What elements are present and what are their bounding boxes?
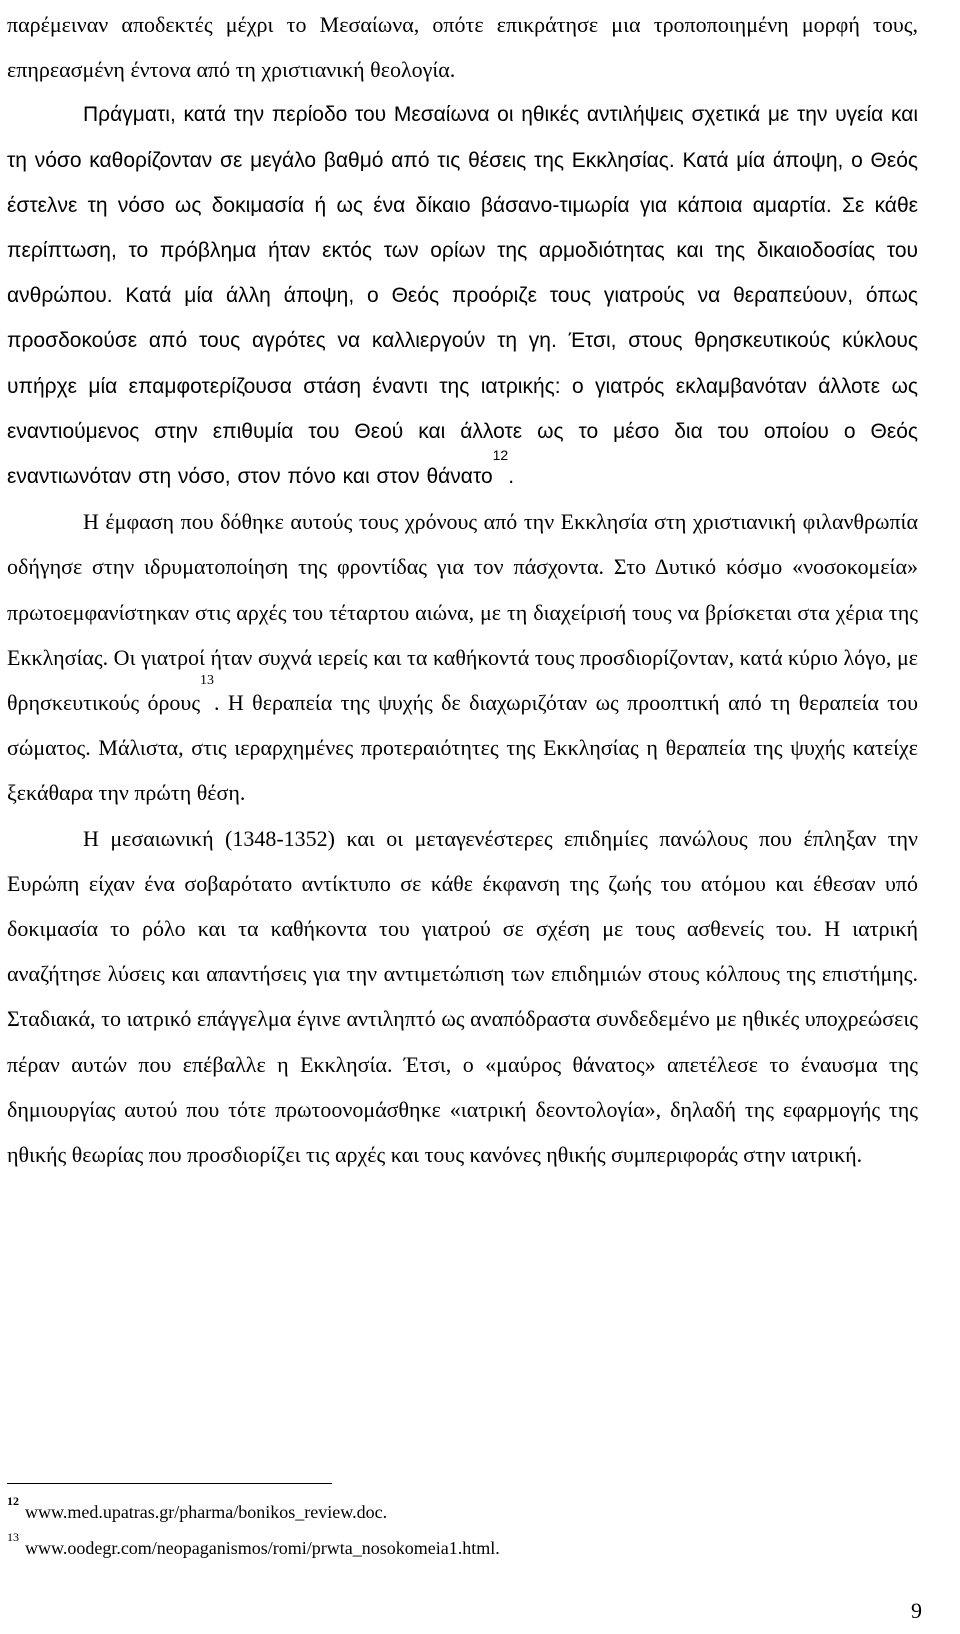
footnote-ref-12[interactable]: 12 [492, 447, 509, 464]
paragraph-1: παρέμειναν αποδεκτές μέχρι το Μεσαίωνα, οπότε επικράτησε μια τροποποιημένη μορφή τους, επηρεασμένη έντονα από τη χριστιανική θεολογία. [7, 12, 918, 83]
paragraph-2-end: . [508, 465, 515, 489]
footnotes-section [7, 1494, 918, 1566]
footnote-link-12[interactable]: www.med.upatras.gr/pharma/bonikos_review.doc. [25, 1502, 388, 1522]
footnote-number-13: 13 [7, 1530, 19, 1544]
footnote-number-12: 12 [7, 1494, 19, 1508]
page-number: 9 [911, 1598, 922, 1623]
footnote-ref-13[interactable]: 13 [200, 673, 215, 689]
paragraph-3-text-a: Η έμφαση που δόθηκε αυτούς τους χρόνους από την Εκκλησία στη χριστιανική φιλανθρωπία οδήγησε στην ιδρυματοποίηση της φροντίδας για τον πάσχοντα. Στο Δυτικό κόσμο «νοσοκομεία» πρωτοεμφανίστηκαν στις αρχές του τέταρτου αιώνα, με τη διαχείρισή τους να βρίσκεται στα χέρια της Εκκλησίας. Οι γιατροί ήταν συχνά ιερείς και τα καθήκοντά τους προσδιορίζονταν, κατά κύριο λόγο, με θρησκευτικούς όρους [7, 509, 918, 716]
footnote-12 [7, 1494, 918, 1530]
document-body [7, 2, 918, 1177]
paragraph-4: Η μεσαιωνική (1348-1352) και οι μεταγενέστερες επιδημίες πανώλους που έπληξαν την Ευρώπη είχαν ένα σοβαρότατο αντίκτυπο σε κάθε έκφανση της ζωής του ατόμου και έθεσαν υπό δοκιμασία το ρόλο και τα καθήκοντα του γιατρού σε σχέση με τους ασθενείς του. Η ιατρική αναζήτησε λύσεις και απαντήσεις για την αντιμετώπιση των επιδημιών στους κόλπους της επιστήμης. Σταδιακά, το ιατρικό επάγγελμα έγινε αντιληπτό ως αναπόδραστα συνδεδεμένο με ηθικές υποχρεώσεις πέραν αυτών που επέβαλλε η Εκκλησία. Έτσι, ο «μαύρος θάνατος» απετέλεσε το έναυσμα της δημιουργίας αυτού που τότε πρωτοονομάσθηκε «ιατρική δεοντολογία», δηλαδή της εφαρμογής της ηθικής θεωρίας που προσδιορίζει τις αρχές και τους κανόνες ηθικής συμπεριφοράς στην ιατρική. [7, 825, 918, 1168]
footnote-link-13[interactable]: www.oodegr.com/neopaganismos/romi/prwta_nosokomeia1.html. [25, 1538, 500, 1558]
paragraph-3-text-b: . Η θεραπεία της ψυχής δε διαχωριζόταν ως προοπτική από τη θεραπεία του σώματος. Μάλιστα, στις ιεραρχημένες προτεραιότητες της Εκκλησίας η θεραπεία της ψυχής κατείχε ξεκάθαρα την πρώτη θέση. [7, 690, 918, 806]
paragraph-2-text: Πράγματι, κατά την περίοδο του Μεσαίωνα οι ηθικές αντιλήψεις σχετικά με την υγεία και τη νόσο καθορίζονταν σε μεγάλο βαθμό από τις θέσεις της Εκκλησίας. Κατά μία άποψη, ο Θεός έστελνε τη νόσο ως δοκιμασία ή ως ένα δίκαιο βάσανο-τιμωρία για κάποια αμαρτία. Σε κάθε περίπτωση, το πρόβλημα ήταν εκτός των ορίων της αρμοδιότητας και της δικαιοδοσίας του ανθρώπου. Κατά μία άλλη άποψη, ο Θεός προόριζε τους γιατρούς να θεραπεύουν, όπως προσδοκούσε από τους αγρότες να καλλιεργούν τη γη. Έτσι, στους θρησκευτικούς κύκλους υπήρχε μία επαμφοτερίζουσα στάση έναντι της ιατρικής: ο γιατρός εκλαμβανόταν άλλοτε ως εναντιούμενος στην επιθυμία του Θεού και άλλοτε ως το μέσο δια του οποίου ο Θεός εναντιωνόταν στη νόσο, στον πόνο και στον θάνατο [7, 103, 918, 489]
paragraph-2 [7, 92, 918, 499]
paragraph-3 [7, 499, 918, 815]
footnote-separator [7, 1483, 332, 1484]
footnote-13 [7, 1530, 918, 1566]
